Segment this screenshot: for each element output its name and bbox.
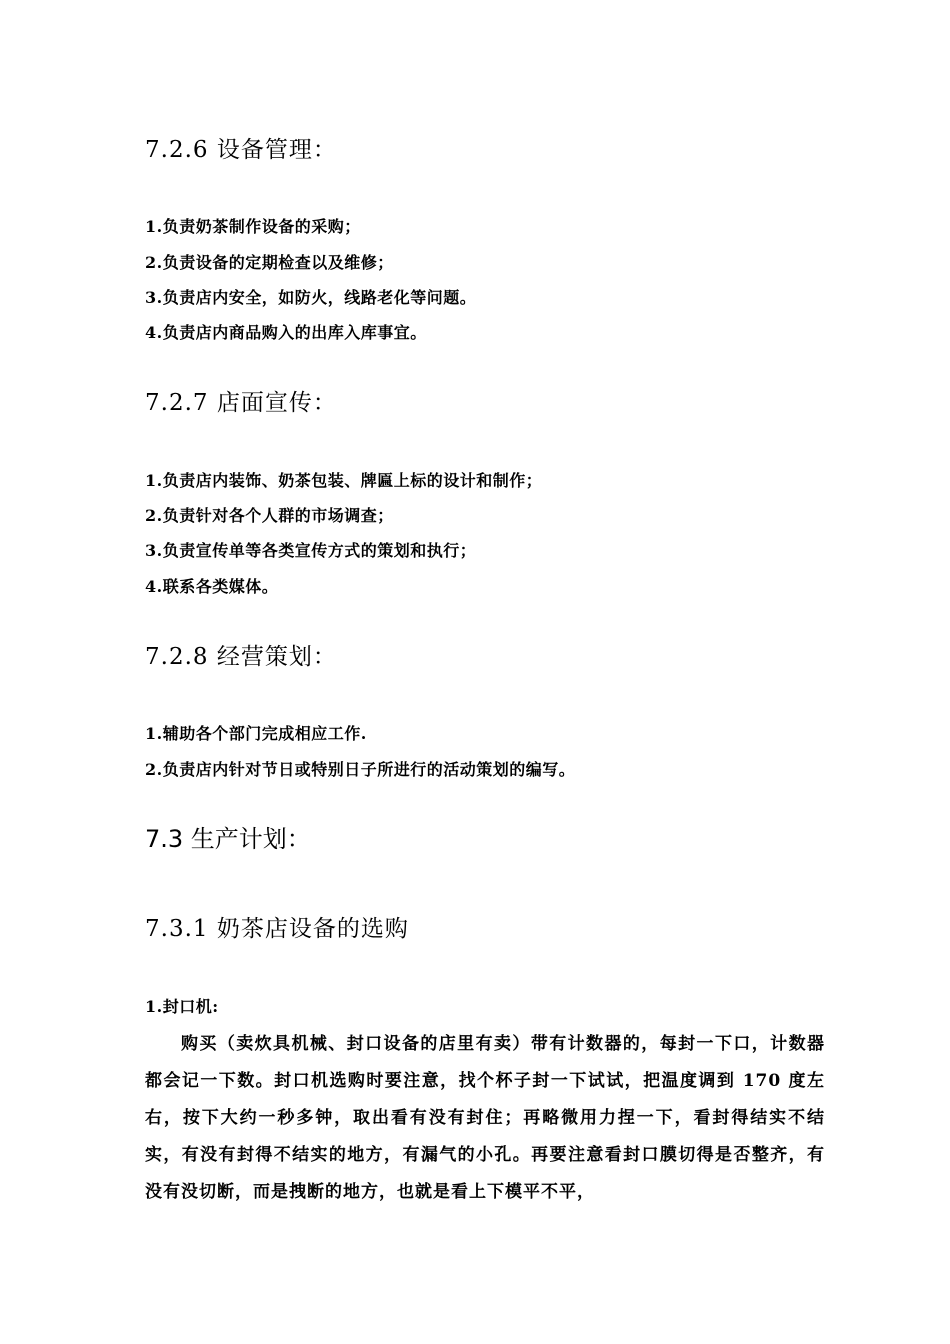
section-heading-7-3: 7.3 生产计划： xyxy=(145,825,311,853)
list-item: 3.负责店内安全，如防火，线路老化等问题。 xyxy=(145,288,477,307)
list-item: 2.负责店内针对节日或特别日子所进行的活动策划的编写。 xyxy=(145,760,576,779)
section-heading-7-2-7: 7.2.7 店面宣传： xyxy=(145,390,337,416)
list-item: 1.辅助各个部门完成相应工作. xyxy=(145,724,367,743)
list-item: 2.负责针对各个人群的市场调查； xyxy=(145,506,394,525)
list-item: 1.负责奶茶制作设备的采购； xyxy=(145,217,361,236)
body-paragraph: 购买（卖炊具机械、封口设备的店里有卖）带有计数器的，每封一下口，计数器都会记一下数。封口机选购时要注意，找个杯子封一下试试，把温度调到 170 度左右，按下大约一秒多钟，取出看有没有封住；再略微用力捏一下，看封得结实不结实，有没有封得不结实的地方，有漏气的小孔。再要注意看封口膜切得是否整齐，有没有没切断，而是拽断的地方，也就是看上下模平不平， xyxy=(145,1034,825,1202)
sub-heading: 1.封口机: xyxy=(145,997,219,1016)
list-item: 2.负责设备的定期检查以及维修； xyxy=(145,253,394,272)
list-item: 4.联系各类媒体。 xyxy=(145,577,279,596)
section-heading-7-3-1: 7.3.1 奶茶店设备的选购 xyxy=(145,916,409,942)
section-heading-7-2-8: 7.2.8 经营策划： xyxy=(145,644,337,670)
list-item: 1.负责店内装饰、奶茶包装、牌匾上标的设计和制作； xyxy=(145,471,543,490)
section-heading-7-2-6: 7.2.6 设备管理： xyxy=(145,137,337,163)
list-item: 4.负责店内商品购入的出库入库事宜。 xyxy=(145,323,427,342)
list-item: 3.负责宣传单等各类宣传方式的策划和执行； xyxy=(145,541,477,560)
